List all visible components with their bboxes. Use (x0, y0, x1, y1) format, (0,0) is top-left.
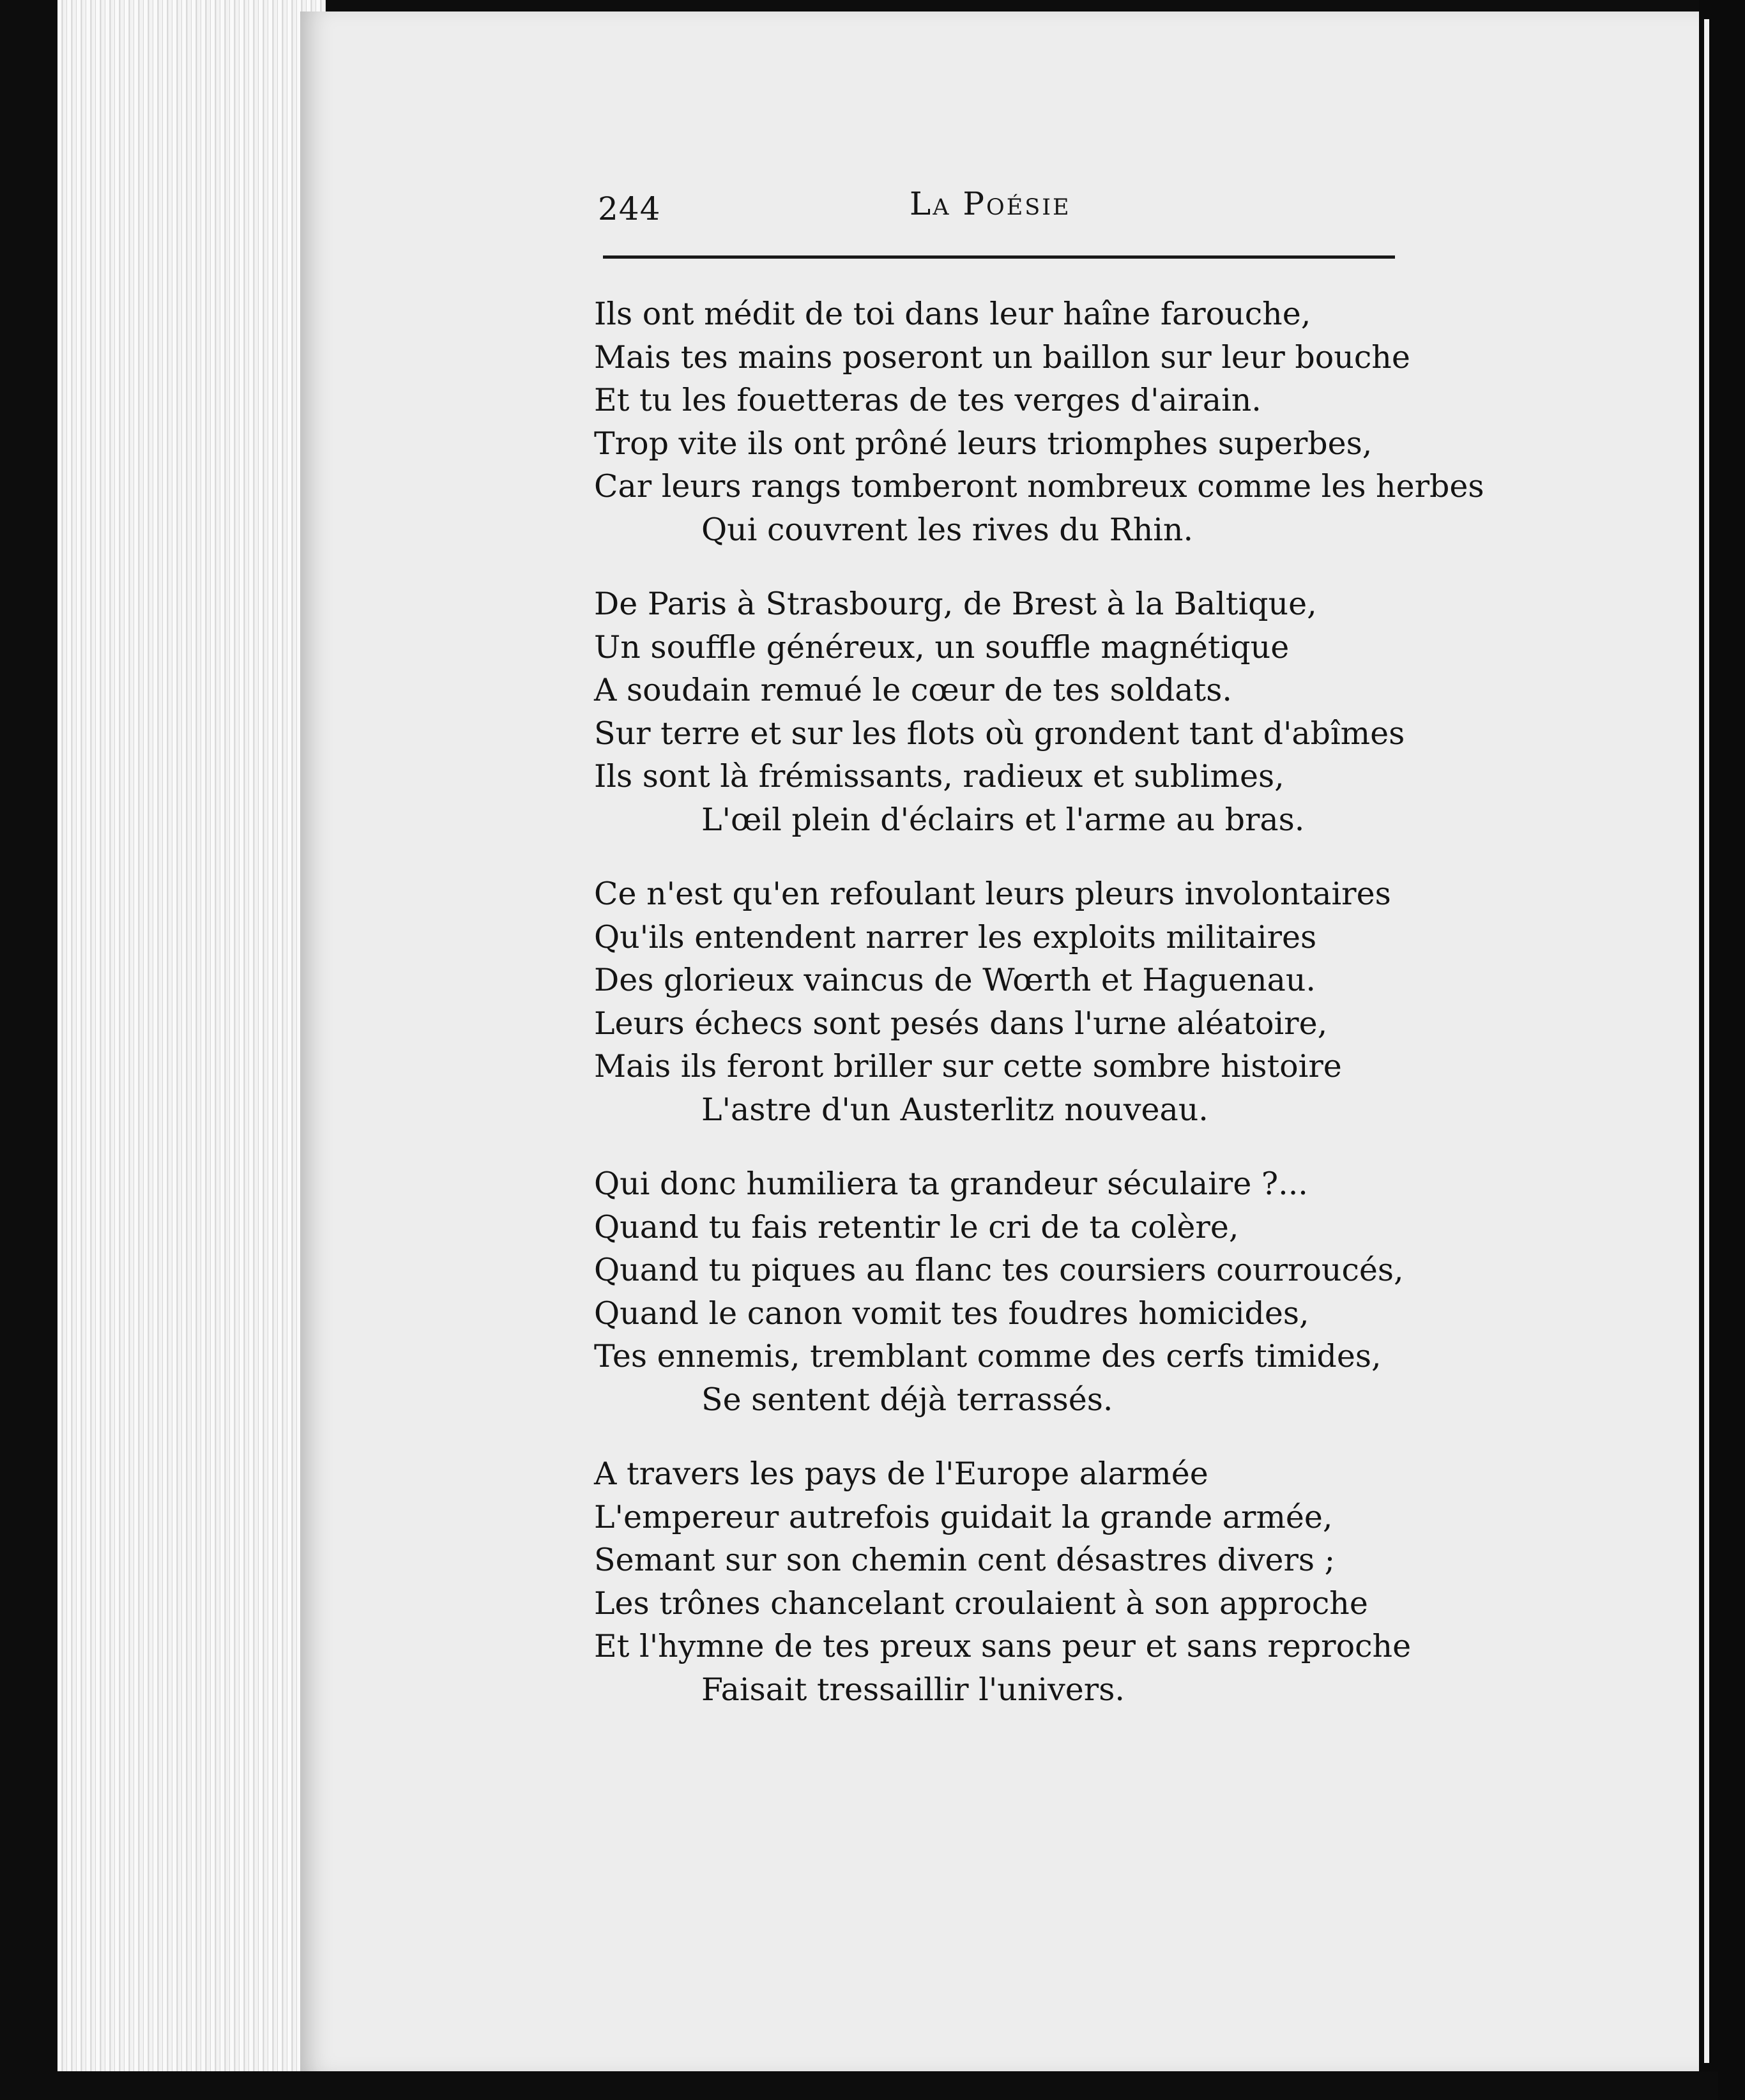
poem-refrain-line: Qui couvrent les rives du Rhin. (701, 511, 1194, 548)
poem-line: Ce n'est qu'en refoulant leurs pleurs involontaires (594, 876, 1391, 912)
poem-line: Ils ont médit de toi dans leur haîne farouche, (594, 296, 1311, 332)
poem-line: Et l'hymne de tes preux sans peur et sans reproche (594, 1628, 1412, 1664)
poem-line: Et tu les fouetteras de tes verges d'airain. (594, 382, 1261, 418)
scan-bottom-edge (57, 2071, 1718, 2100)
poem-line: Les trônes chancelant croulaient à son approche (594, 1585, 1368, 1622)
poem-line: Des glorieux vaincus de Wœrth et Haguenau. (594, 962, 1316, 998)
poem-line: Quand tu fais retentir le cri de ta colère, (594, 1208, 1239, 1245)
poem-line: Quand tu piques au flanc tes coursiers courroucés, (594, 1252, 1404, 1288)
poem-line: Qu'ils entendent narrer les exploits militaires (594, 918, 1317, 955)
poem-line: Quand le canon vomit tes foudres homicides, (594, 1295, 1309, 1332)
poem-refrain-line: Se sentent déjà terrassés. (701, 1381, 1113, 1418)
poem-line: L'empereur autrefois guidait la grande armée, (594, 1498, 1333, 1535)
stanza-5 (594, 1452, 1424, 1711)
facing-page-edge (1699, 0, 1745, 2100)
poem-line: Semant sur son chemin cent désastres divers ; (594, 1542, 1336, 1578)
running-title: La Poésie (910, 185, 1071, 222)
poem-line: Sur terre et sur les flots où grondent tant d'abîmes (594, 715, 1405, 752)
poem-line: Tes ennemis, tremblant comme des cerfs timides, (594, 1338, 1382, 1374)
poem-line: Qui donc humiliera ta grandeur séculaire ?... (594, 1166, 1308, 1202)
stanza-1 (594, 293, 1484, 551)
poem-refrain-line: L'astre d'un Austerlitz nouveau. (701, 1091, 1208, 1128)
poem-line: A travers les pays de l'Europe alarmée (594, 1456, 1208, 1492)
poem-refrain-line: Faisait tressaillir l'univers. (701, 1671, 1125, 1708)
poem-line: Leurs échecs sont pesés dans l'urne aléatoire, (594, 1005, 1328, 1042)
poem (594, 293, 1484, 1742)
poem-line: De Paris à Strasbourg, de Brest à la Baltique, (594, 586, 1317, 622)
poem-line: Ils sont là frémissants, radieux et sublimes, (594, 758, 1284, 795)
stanza-2 (594, 582, 1424, 841)
stanza-3 (594, 872, 1424, 1131)
header-rule (603, 255, 1395, 259)
poem-line: Mais ils feront briller sur cette sombre histoire (594, 1048, 1342, 1084)
book-page-edges (57, 0, 326, 2100)
poem-line: Trop vite ils ont prôné leurs triomphes superbes, (594, 425, 1373, 462)
stanza-4 (594, 1162, 1424, 1421)
poem-line: Car leurs rangs tomberont nombreux comme les herbes (594, 468, 1484, 505)
poem-line: Mais tes mains poseront un baillon sur leur bouche (594, 339, 1410, 376)
running-head (598, 179, 1399, 230)
poem-line: Un souffle généreux, un souffle magnétique (594, 628, 1290, 666)
poem-refrain-line: L'œil plein d'éclairs et l'arme au bras. (701, 801, 1305, 838)
poem-line: A soudain remué le cœur de tes soldats. (594, 672, 1232, 708)
page-number: 244 (598, 190, 661, 227)
